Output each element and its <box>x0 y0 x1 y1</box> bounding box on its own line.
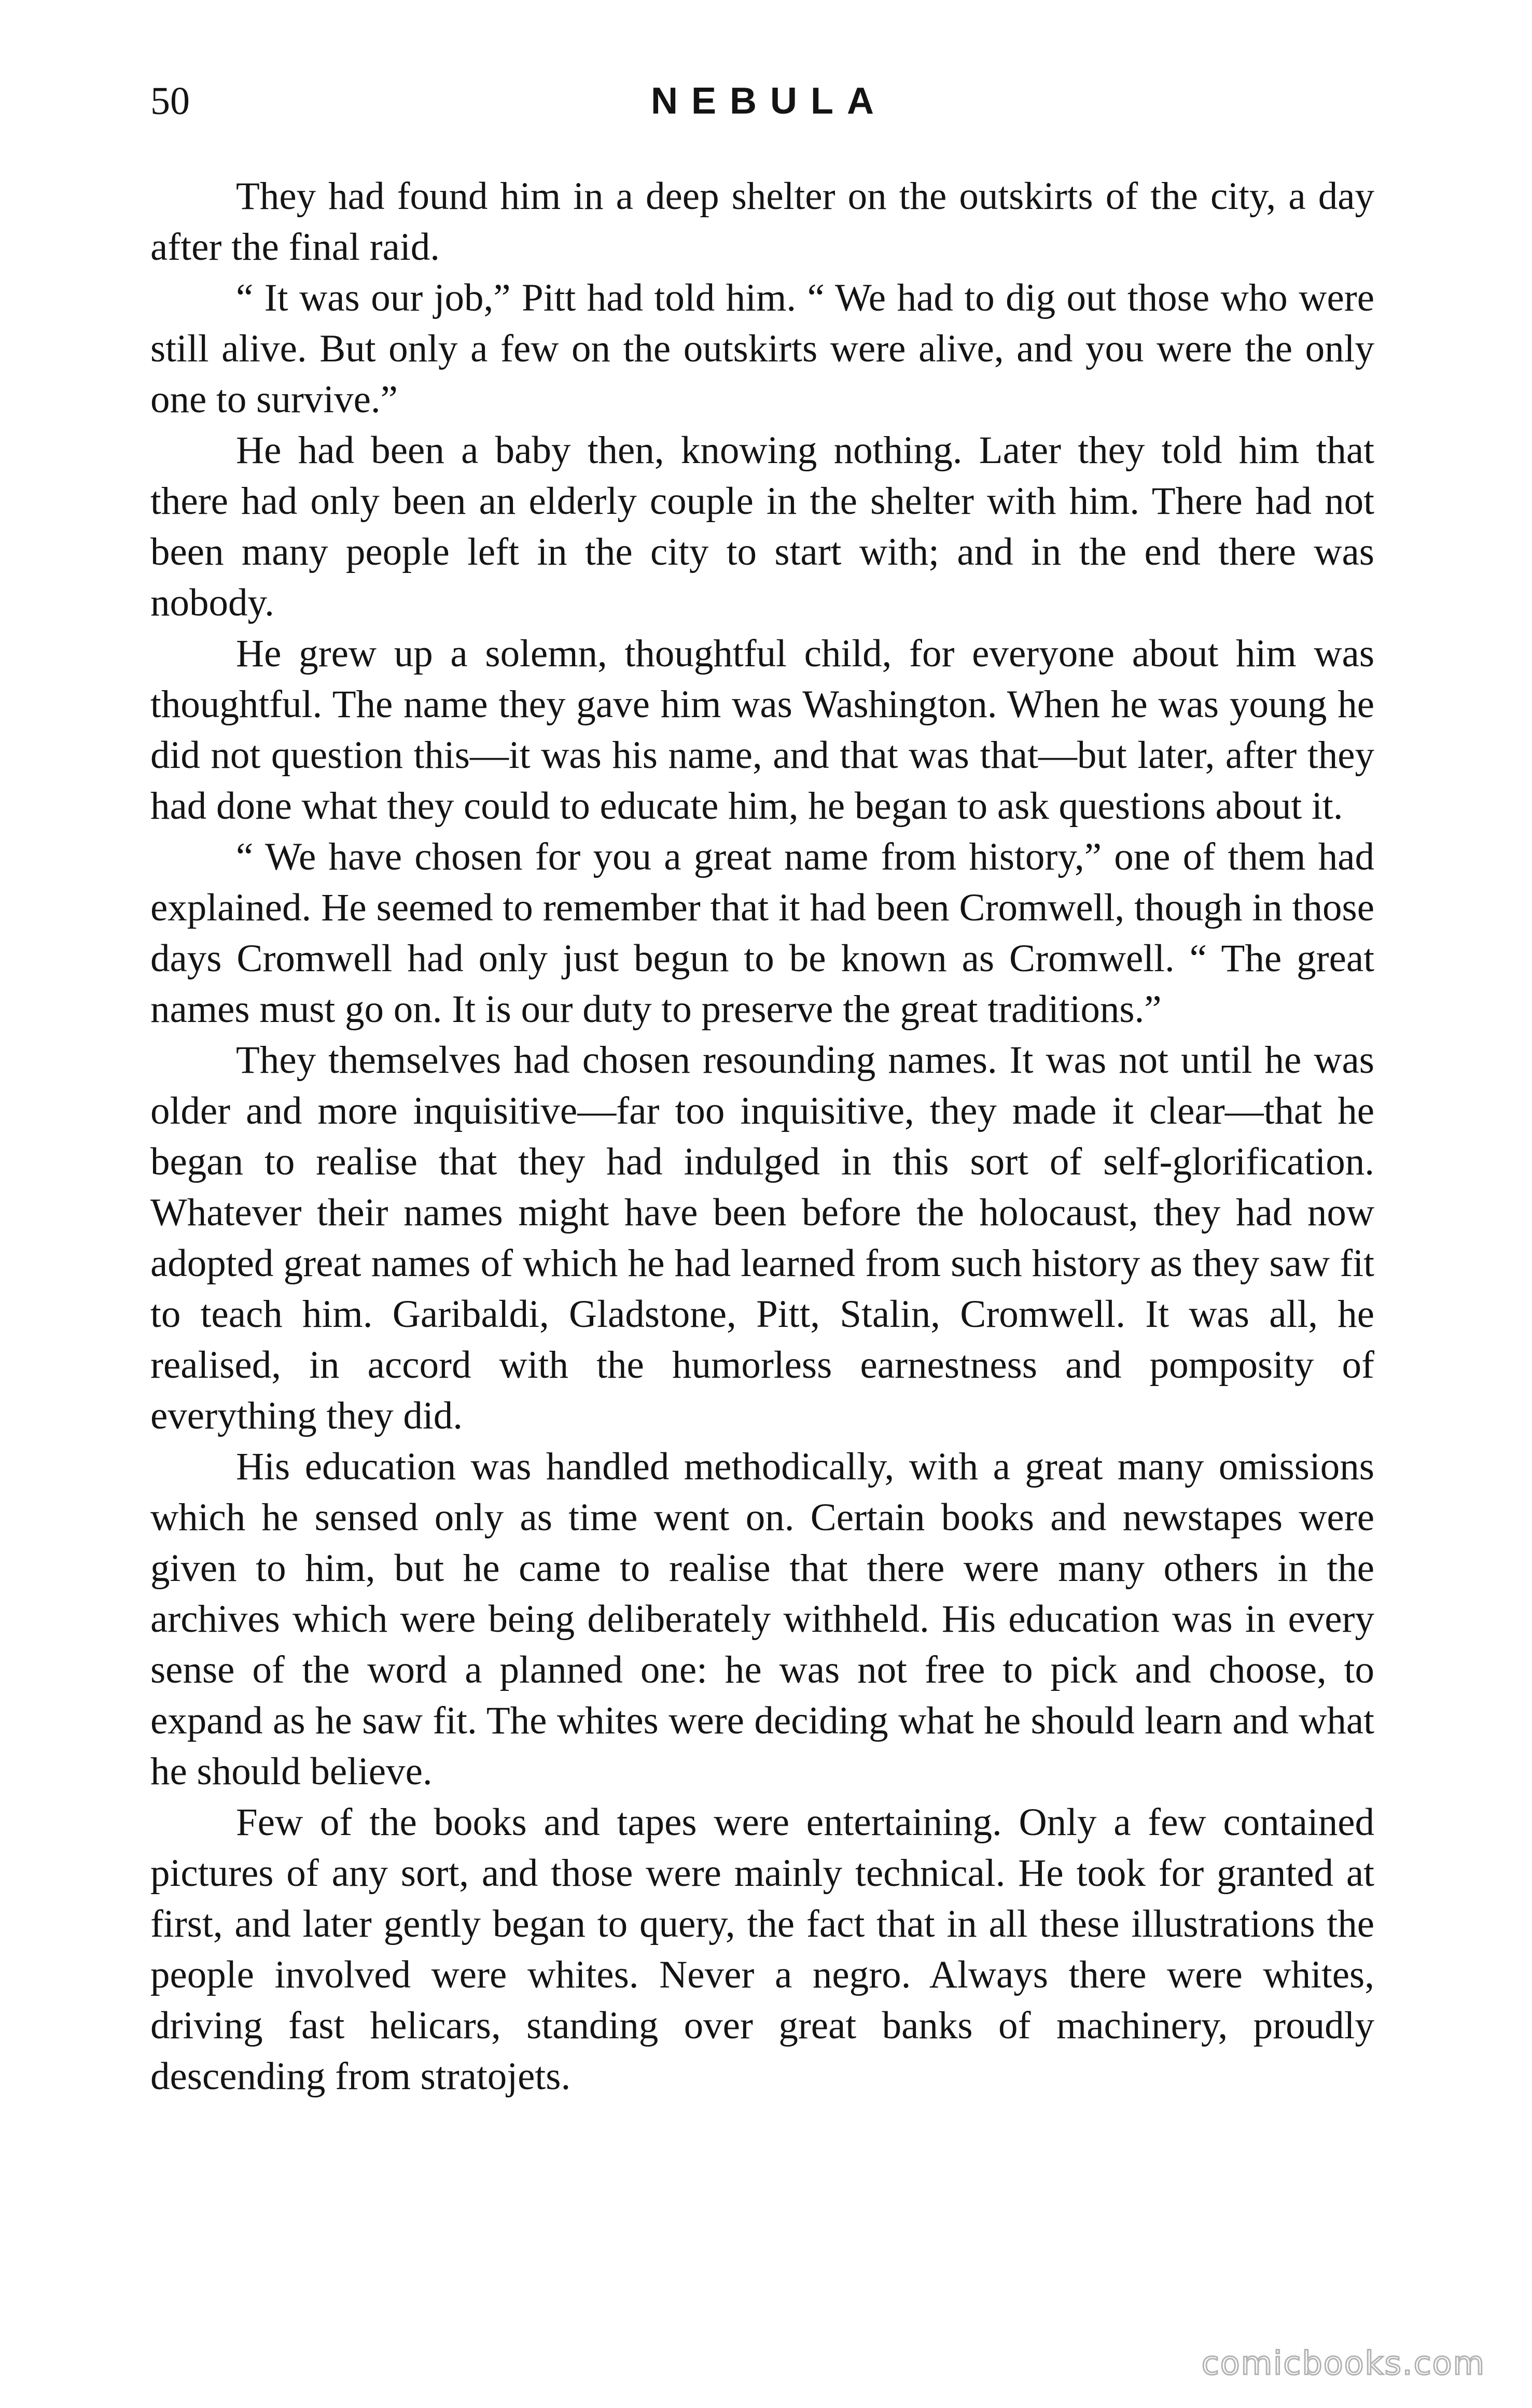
page-header <box>150 75 1374 132</box>
watermark: comicbooks.com <box>1201 2344 1485 2382</box>
paragraph: Few of the books and tapes were entertaining. Only a few contained pictures of any sort, and those were mainly technical. He took for granted at first, and later gently began to query, the fact that in all these illustrations the people involved were whites. Never a negro. Always there were whites, driving fast helicars, standing over great banks of machinery, proudly descending from stratojets. <box>150 1801 1374 2098</box>
paragraph: “ We have chosen for you a great name from history,” one of them had explained. He seemed to remember that it had been Cromwell, though in those days Cromwell had only just begun to be known as Cromwell. “ The great names must go on. It is our duty to preserve the great traditions.” <box>150 835 1374 1031</box>
paragraph: He grew up a solemn, thoughtful child, for everyone about him was thoughtful. The name they gave him was Washington. When he was young he did not question this—it was his name, and that was that—but later, after they had done what they could to educate him, he began to ask questions about it. <box>150 632 1374 828</box>
paragraph: He had been a baby then, knowing nothing. Later they told him that there had only been an elderly couple in the shelter with him. There had not been many people left in the city to start with; and in the end there was nobody. <box>150 429 1374 624</box>
running-head: NEBULA <box>651 80 887 122</box>
paragraph: They themselves had chosen resounding names. It was not until he was older and more inquisitive—far too inquisitive, they made it clear—that he began to realise that they had indulged in this sort of self-glorification. Whatever their names might have been before the holocaust, they had now adopted great names of which he had learned from such history as they saw fit to teach him. Garibaldi, Gladstone, Pitt, Stalin, Cromwell. It was all, he realised, in accord with the humorless earnestness and pomposity of everything they did. <box>150 1039 1374 1437</box>
paragraph: “ It was our job,” Pitt had told him. “ We had to dig out those who were still alive. But only a few on the outskirts were alive, and you were the only one to survive.” <box>150 276 1374 421</box>
paragraph: His education was handled methodically, with a great many omissions which he sensed only as time went on. Certain books and newstapes were given to him, but he came to realise that there were many others in the archives which were being deliberately withheld. His education was in every sense of the word a planned one: he was not free to pick and choose, to expand as he saw fit. The whites were deciding what he should learn and what he should believe. <box>150 1445 1374 1793</box>
paragraph: They had found him in a deep shelter on the outskirts of the city, a day after the final raid. <box>150 175 1374 269</box>
page-number: 50 <box>150 79 190 123</box>
body-text <box>150 171 1374 2102</box>
